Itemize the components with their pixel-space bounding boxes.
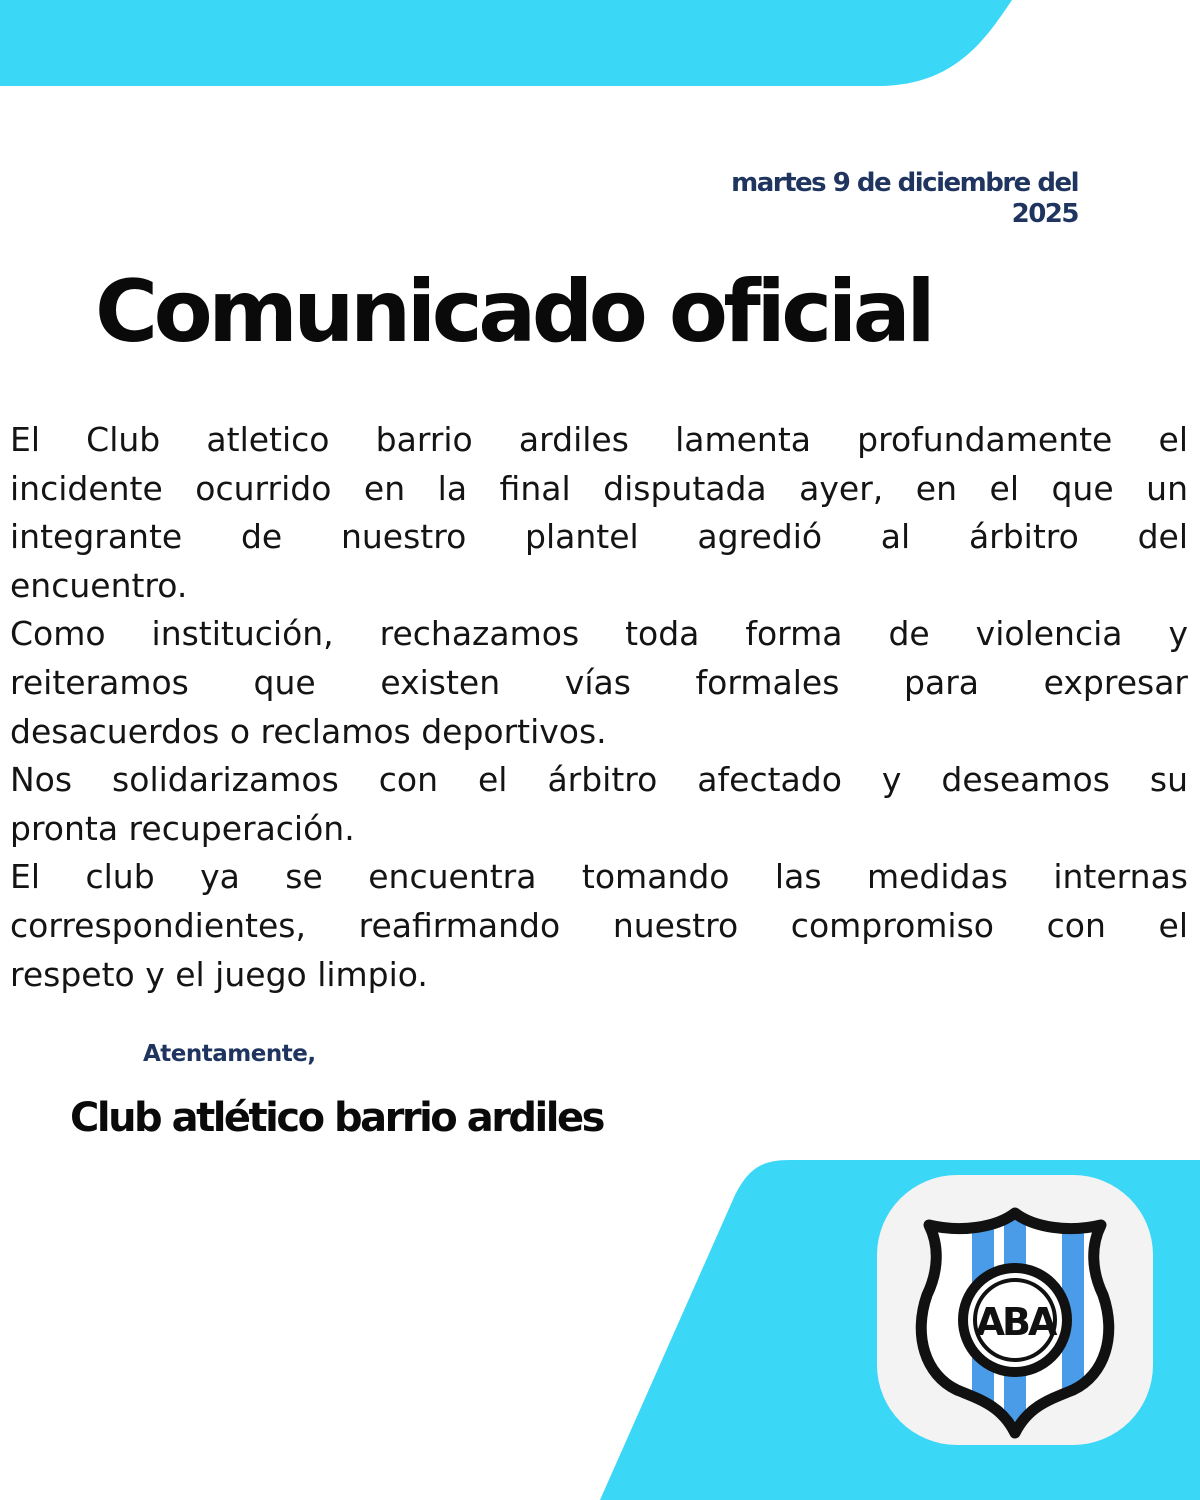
statement-line: El club ya se encuentra tomando las medidas internas [10,857,1188,897]
statement-line: El Club atletico barrio ardiles lamenta profundamente el [10,420,1188,459]
salutation: Atentamente, [143,1041,316,1067]
page-title: Comunicado oficial [95,262,932,362]
club-logo [877,1175,1153,1445]
date-line-1: martes 9 de diciembre del [731,168,1078,198]
statement-line: Nos solidarizamos con el árbitro afectado y deseamos su [10,760,1188,800]
club-shield-icon [877,1175,1153,1445]
statement-body [10,416,1188,999]
statement-line: correspondientes, reafirmando nuestro compromiso con el [10,905,1188,945]
statement-line: reiteramos que existen vías formales para expresar [10,662,1188,702]
date-label [731,168,1078,230]
statement-line: integrante de nuestro plantel agredió al árbitro del [10,517,1188,557]
signature: Club atlético barrio ardiles [70,1095,603,1141]
statement-line: pronta recuperación. [10,808,355,848]
statement-line: desacuerdos o reclamos deportivos. [10,711,607,751]
date-line-2: 2025 [1011,199,1078,229]
statement-line: incidente ocurrido en la final disputada ayer, en el que un [10,468,1188,508]
statement-line: Como institución, rechazamos toda forma de violencia y [10,614,1188,654]
top-banner-shape [0,0,1012,86]
svg-text:ABA: ABA [975,1300,1055,1344]
statement-line: respeto y el juego limpio. [10,954,428,994]
statement-line: encuentro. [10,565,188,605]
